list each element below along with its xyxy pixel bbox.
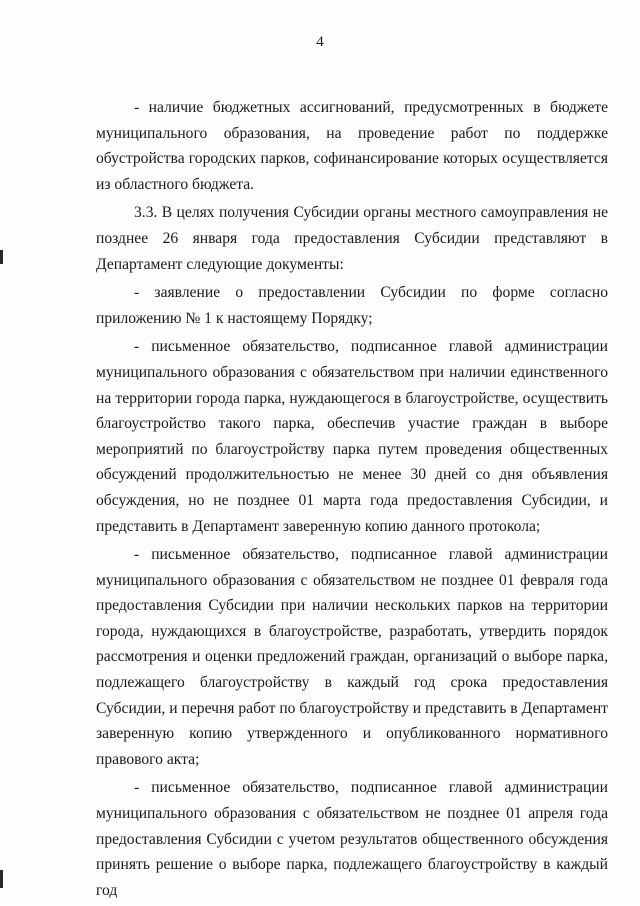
scan-edge-mark <box>0 870 3 888</box>
paragraph-section-3-3: 3.3. В целях получения Субсидии органы местного самоуправления не позднее 26 января года предоставления Субсидии представляют в Департамент следующие документы: <box>96 204 608 273</box>
paragraph-obligation-park-selection: - письменное обязательство, подписанное главой администрации муниципального образования с обязательством не позднее 01 апреля года предоставления Субсидии с учетом результатов общественного обсуждения принять решение о выборе парка, подлежащего благоустройству в каждый год <box>96 779 608 899</box>
paragraph-application: - заявление о предоставлении Субсидии по форме согласно приложению № 1 к настоящему Порядку; <box>96 284 608 327</box>
page-number: 4 <box>316 34 324 50</box>
paragraph-funding-condition: - наличие бюджетных ассигнований, предусмотренных в бюджете муниципального образования, на проведение работ по поддержке обустройства городских парков, софинансирование которых осуществляется из областного бюджета. <box>96 99 608 193</box>
document-body <box>96 95 608 906</box>
scan-edge-mark <box>0 250 3 264</box>
paragraph-obligation-single-park: - письменное обязательство, подписанное главой администрации муниципального образования с обязательством при наличии единственного на территории города парка, нуждающегося в благоустройстве, осуществить благоустройство такого парка, обеспечив участие граждан в выборе мероприятий по благоустройству парка путем проведения общественных обсуждений продолжительностью не менее 30 дней со дня объявления обсуждения, но не позднее 01 марта года предоставления Субсидии, и представить в Департамент заверенную копию данного протокола; <box>96 338 608 535</box>
paragraph-obligation-multiple-parks: - письменное обязательство, подписанное главой администрации муниципального образования с обязательством не позднее 01 февраля года предоставления Субсидии при наличии нескольких парков на территории города, нуждающихся в благоустройстве, разработать, утвердить порядок рассмотрения и оценки предложений граждан, организаций о выборе парка, подлежащего благоустройству в каждый год срока предоставления Субсидии, и перечня работ по благоустройству и представить в Департамент заверенную копию утвержденного и опубликованного нормативного правового акта; <box>96 546 608 768</box>
